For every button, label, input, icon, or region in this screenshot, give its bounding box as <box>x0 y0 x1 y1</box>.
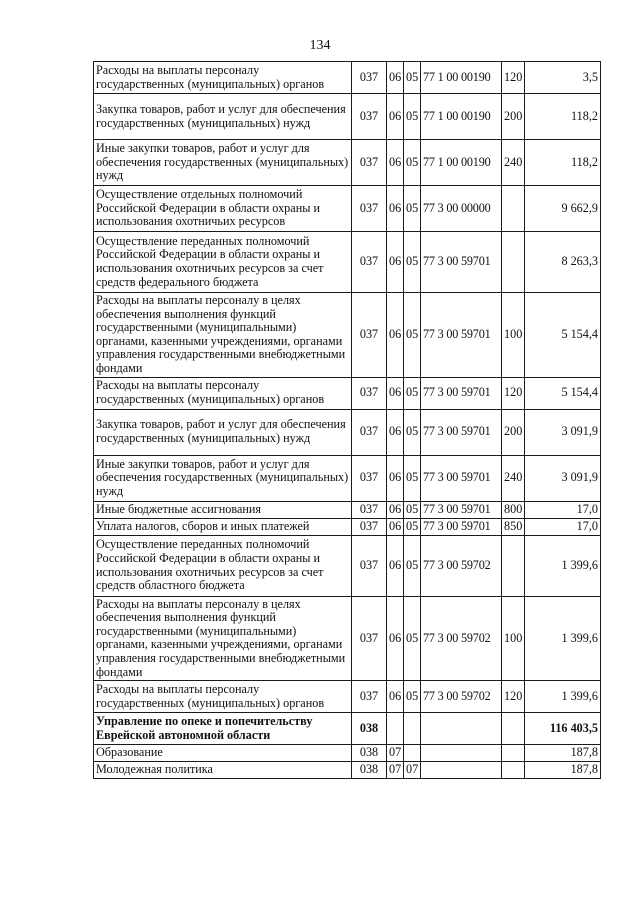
expense-name: Осуществление переданных полномочий Российской Федерации в области охраны и использования охотничьих ресурсов за счет средств областного бюджета <box>94 535 352 596</box>
section-code: 06 <box>387 681 404 713</box>
expense-name: Расходы на выплаты персоналу государственных (муниципальных) органов <box>94 681 352 713</box>
subsection-code: 05 <box>404 293 421 378</box>
target-article-code <box>421 745 502 762</box>
expense-type-code: 120 <box>502 377 525 409</box>
target-article-code: 77 3 00 59701 <box>421 501 502 518</box>
section-code <box>387 713 404 745</box>
subsection-code: 05 <box>404 140 421 186</box>
grbs-code: 037 <box>352 62 387 94</box>
grbs-code: 037 <box>352 140 387 186</box>
expense-name: Образование <box>94 745 352 762</box>
expense-name: Уплата налогов, сборов и иных платежей <box>94 518 352 535</box>
grbs-code: 037 <box>352 293 387 378</box>
expense-name: Иные бюджетные ассигнования <box>94 501 352 518</box>
expense-name: Расходы на выплаты персоналу государственных (муниципальных) органов <box>94 62 352 94</box>
subsection-code: 05 <box>404 62 421 94</box>
expense-name: Закупка товаров, работ и услуг для обеспечения государственных (муниципальных) нужд <box>94 94 352 140</box>
grbs-code: 037 <box>352 409 387 455</box>
subsection-code: 05 <box>404 681 421 713</box>
table-row <box>94 745 601 762</box>
table-row <box>94 681 601 713</box>
target-article-code: 77 3 00 59701 <box>421 455 502 501</box>
subsection-code: 05 <box>404 455 421 501</box>
expense-name: Иные закупки товаров, работ и услуг для обеспечения государственных (муниципальных) нужд <box>94 140 352 186</box>
subsection-code: 07 <box>404 762 421 779</box>
expense-type-code: 100 <box>502 596 525 681</box>
amount: 3 091,9 <box>525 409 601 455</box>
section-code: 06 <box>387 535 404 596</box>
grbs-code: 037 <box>352 535 387 596</box>
amount: 17,0 <box>525 501 601 518</box>
target-article-code: 77 3 00 59701 <box>421 293 502 378</box>
target-article-code <box>421 762 502 779</box>
target-article-code: 77 3 00 59702 <box>421 535 502 596</box>
table-row <box>94 94 601 140</box>
section-code: 06 <box>387 94 404 140</box>
grbs-code: 037 <box>352 377 387 409</box>
expense-type-code: 120 <box>502 681 525 713</box>
budget-table <box>93 61 601 779</box>
target-article-code: 77 3 00 59701 <box>421 377 502 409</box>
amount: 187,8 <box>525 762 601 779</box>
expense-name: Расходы на выплаты персоналу в целях обеспечения выполнения функций государственными (муниципальными) органами, казенными учреждениями, органами управления государственными внебюджетными фондами <box>94 596 352 681</box>
expense-name: Расходы на выплаты персоналу государственных (муниципальных) органов <box>94 377 352 409</box>
subsection-code: 05 <box>404 94 421 140</box>
section-code: 07 <box>387 745 404 762</box>
table-row <box>94 518 601 535</box>
amount: 3 091,9 <box>525 455 601 501</box>
subsection-code: 05 <box>404 518 421 535</box>
grbs-code: 038 <box>352 762 387 779</box>
subsection-code: 05 <box>404 596 421 681</box>
amount: 5 154,4 <box>525 293 601 378</box>
subsection-code: 05 <box>404 377 421 409</box>
table-row <box>94 232 601 293</box>
grbs-code: 037 <box>352 232 387 293</box>
section-code: 06 <box>387 596 404 681</box>
target-article-code: 77 1 00 00190 <box>421 62 502 94</box>
amount: 17,0 <box>525 518 601 535</box>
table-row <box>94 762 601 779</box>
table-row <box>94 62 601 94</box>
amount: 1 399,6 <box>525 596 601 681</box>
amount: 1 399,6 <box>525 535 601 596</box>
expense-name: Молодежная политика <box>94 762 352 779</box>
expense-type-code <box>502 535 525 596</box>
target-article-code: 77 3 00 59701 <box>421 518 502 535</box>
section-code: 06 <box>387 455 404 501</box>
expense-type-code: 120 <box>502 62 525 94</box>
expense-type-code <box>502 713 525 745</box>
expense-type-code <box>502 232 525 293</box>
amount: 118,2 <box>525 140 601 186</box>
expense-type-code: 800 <box>502 501 525 518</box>
section-code: 06 <box>387 409 404 455</box>
section-code: 06 <box>387 62 404 94</box>
amount: 1 399,6 <box>525 681 601 713</box>
expense-type-code <box>502 186 525 232</box>
target-article-code: 77 3 00 59702 <box>421 596 502 681</box>
target-article-code: 77 3 00 59701 <box>421 409 502 455</box>
subsection-code: 05 <box>404 409 421 455</box>
expense-type-code <box>502 762 525 779</box>
section-code: 06 <box>387 501 404 518</box>
subsection-code <box>404 713 421 745</box>
grbs-code: 037 <box>352 94 387 140</box>
table-row <box>94 140 601 186</box>
table-row <box>94 455 601 501</box>
expense-name: Закупка товаров, работ и услуг для обеспечения государственных (муниципальных) нужд <box>94 409 352 455</box>
grbs-code: 037 <box>352 518 387 535</box>
table-row <box>94 535 601 596</box>
expense-type-code: 240 <box>502 140 525 186</box>
grbs-code: 038 <box>352 745 387 762</box>
grbs-code: 037 <box>352 186 387 232</box>
subsection-code: 05 <box>404 232 421 293</box>
section-code: 06 <box>387 186 404 232</box>
section-code: 06 <box>387 293 404 378</box>
expense-type-code: 200 <box>502 409 525 455</box>
expense-type-code: 100 <box>502 293 525 378</box>
table-row <box>94 186 601 232</box>
amount: 118,2 <box>525 94 601 140</box>
expense-type-code: 850 <box>502 518 525 535</box>
target-article-code: 77 3 00 59702 <box>421 681 502 713</box>
grbs-code: 038 <box>352 713 387 745</box>
table-row <box>94 713 601 745</box>
section-code: 06 <box>387 518 404 535</box>
subsection-code: 05 <box>404 501 421 518</box>
expense-name: Иные закупки товаров, работ и услуг для обеспечения государственных (муниципальных) нужд <box>94 455 352 501</box>
grbs-code: 037 <box>352 596 387 681</box>
expense-type-code <box>502 745 525 762</box>
expense-type-code: 200 <box>502 94 525 140</box>
target-article-code: 77 1 00 00190 <box>421 94 502 140</box>
table-row <box>94 409 601 455</box>
target-article-code: 77 3 00 00000 <box>421 186 502 232</box>
subsection-code <box>404 745 421 762</box>
section-code: 06 <box>387 377 404 409</box>
section-code: 06 <box>387 140 404 186</box>
table-row <box>94 501 601 518</box>
expense-name: Осуществление переданных полномочий Российской Федерации в области охраны и использования охотничьих ресурсов за счет средств федерального бюджета <box>94 232 352 293</box>
table-row <box>94 596 601 681</box>
amount: 187,8 <box>525 745 601 762</box>
expense-name: Осуществление отдельных полномочий Российской Федерации в области охраны и использования охотничьих ресурсов <box>94 186 352 232</box>
amount: 5 154,4 <box>525 377 601 409</box>
amount: 8 263,3 <box>525 232 601 293</box>
section-code: 06 <box>387 232 404 293</box>
expense-type-code: 240 <box>502 455 525 501</box>
target-article-code: 77 3 00 59701 <box>421 232 502 293</box>
amount: 3,5 <box>525 62 601 94</box>
table-row <box>94 293 601 378</box>
subsection-code: 05 <box>404 535 421 596</box>
grbs-code: 037 <box>352 681 387 713</box>
section-code: 07 <box>387 762 404 779</box>
table-row <box>94 377 601 409</box>
page-number: 134 <box>309 38 331 53</box>
expense-name: Расходы на выплаты персоналу в целях обеспечения выполнения функций государственными (муниципальными) органами, казенными учреждениями, органами управления государственными внебюджетными фондами <box>94 293 352 378</box>
target-article-code <box>421 713 502 745</box>
grbs-code: 037 <box>352 455 387 501</box>
target-article-code: 77 1 00 00190 <box>421 140 502 186</box>
expense-name: Управление по опеке и попечительству Еврейской автономной области <box>94 713 352 745</box>
amount: 116 403,5 <box>525 713 601 745</box>
subsection-code: 05 <box>404 186 421 232</box>
grbs-code: 037 <box>352 501 387 518</box>
amount: 9 662,9 <box>525 186 601 232</box>
